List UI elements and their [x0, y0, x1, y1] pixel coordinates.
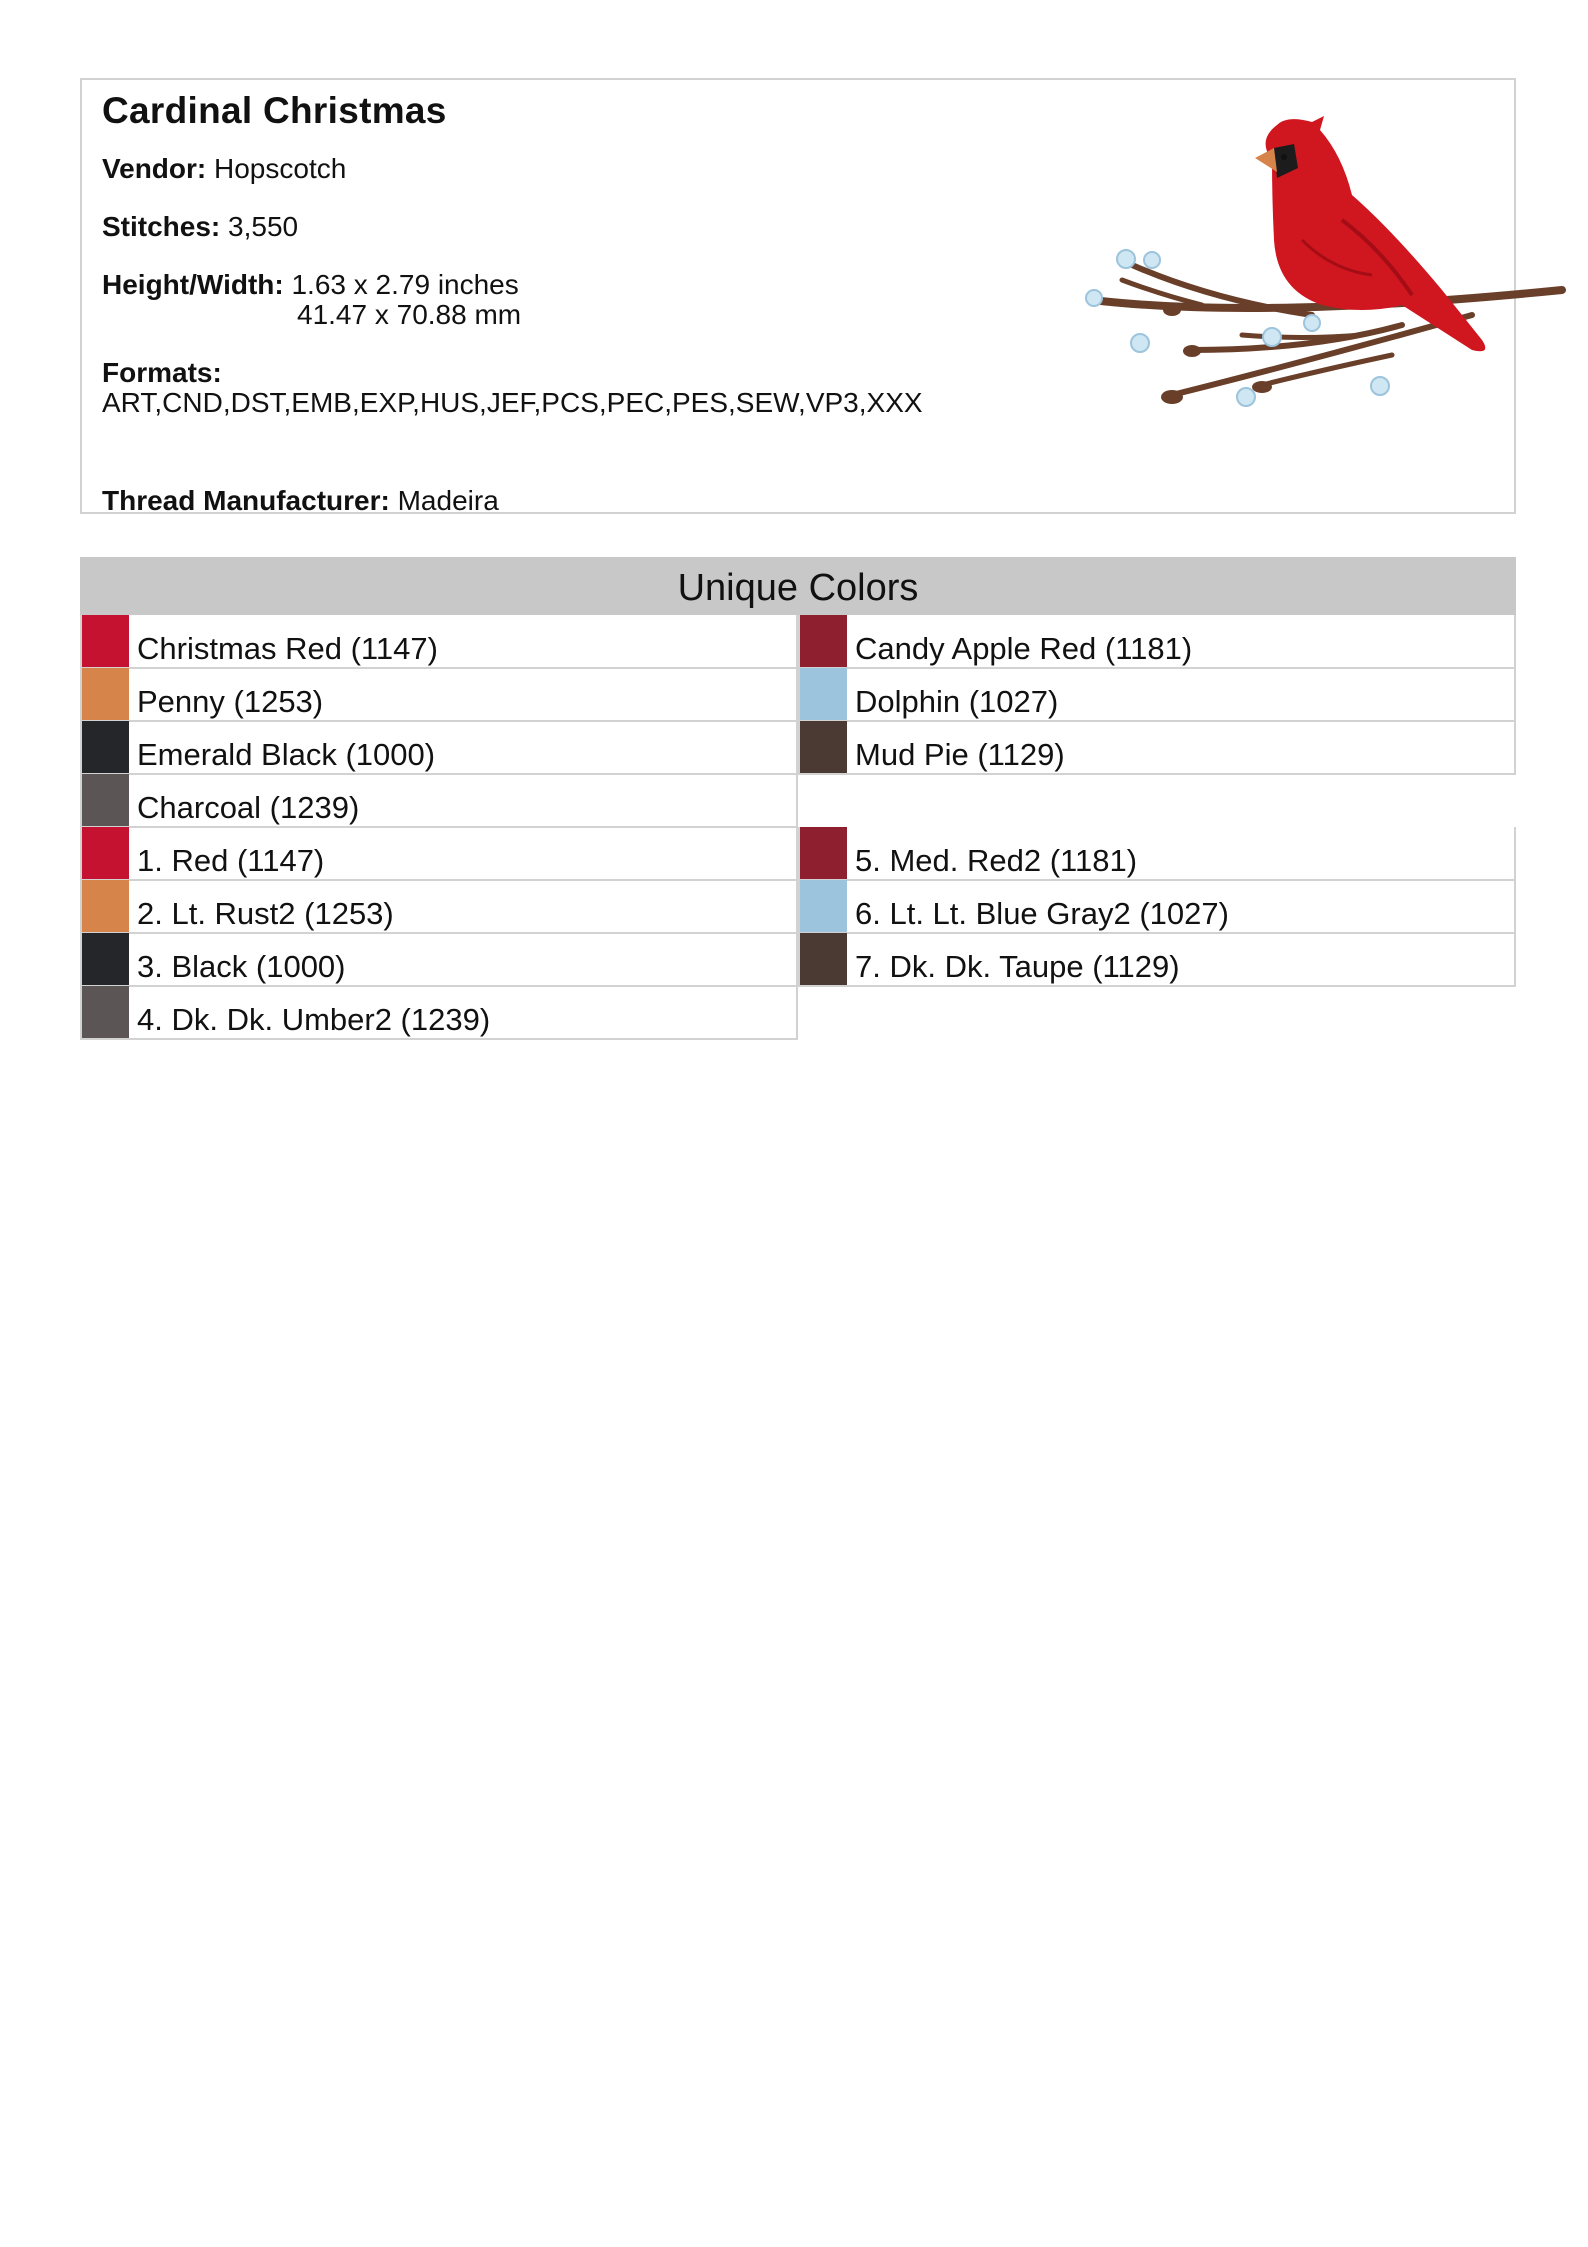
color-swatch — [82, 721, 129, 773]
sequence-color-cell — [80, 827, 798, 881]
height-width-inches: 1.63 x 2.79 inches — [291, 269, 519, 300]
thread-manufacturer-value: Madeira — [397, 485, 499, 516]
color-name: Charcoal (1239) — [137, 790, 360, 825]
color-name: 7. Dk. Dk. Taupe (1129) — [855, 949, 1180, 984]
unique-color-cell — [80, 615, 798, 669]
color-swatch — [82, 986, 129, 1038]
unique-color-cell — [80, 668, 798, 722]
stitches-value: 3,550 — [228, 211, 299, 242]
sequence-color-cell — [80, 986, 798, 1040]
unique-color-cell — [798, 615, 1516, 669]
color-name: Emerald Black (1000) — [137, 737, 436, 772]
vendor-label: Vendor: — [102, 153, 207, 184]
unique-colors-header: Unique Colors — [80, 557, 1516, 615]
height-width-mm: 41.47 x 70.88 mm — [297, 299, 522, 330]
color-name: Mud Pie (1129) — [855, 737, 1065, 772]
branch-buds — [1161, 304, 1272, 404]
color-name: Dolphin (1027) — [855, 684, 1059, 719]
unique-color-cell — [798, 668, 1516, 722]
color-swatch — [800, 827, 847, 879]
sequence-color-cell — [798, 827, 1516, 881]
stitches-label: Stitches: — [102, 211, 221, 242]
cardinal-bird — [1255, 116, 1485, 351]
height-width-label: Height/Width: — [102, 269, 284, 300]
color-name: Candy Apple Red (1181) — [855, 631, 1193, 666]
unique-color-cell — [798, 721, 1516, 775]
color-swatch — [82, 774, 129, 826]
design-info-panel — [80, 78, 1516, 514]
formats-row — [102, 358, 1002, 418]
color-swatch — [800, 880, 847, 932]
color-swatch — [82, 668, 129, 720]
color-swatch — [800, 721, 847, 773]
color-name: Christmas Red (1147) — [137, 631, 438, 666]
color-swatch — [82, 880, 129, 932]
vendor-row — [102, 154, 1002, 184]
unique-color-cell — [80, 721, 798, 775]
vendor-value: Hopscotch — [214, 153, 347, 184]
cardinal-design-image — [1062, 100, 1582, 480]
sequence-color-cell — [798, 933, 1516, 987]
color-swatch — [82, 827, 129, 879]
unique-color-cell — [80, 774, 798, 828]
color-name: 5. Med. Red2 (1181) — [855, 843, 1138, 878]
thread-manufacturer-label: Thread Manufacturer: — [102, 485, 390, 516]
color-swatch — [800, 615, 847, 667]
formats-label: Formats: — [102, 357, 222, 388]
height-width-row — [102, 270, 1002, 330]
stitches-row — [102, 212, 1002, 242]
sequence-color-cell — [80, 880, 798, 934]
color-name: Penny (1253) — [137, 684, 324, 719]
color-name: 3. Black (1000) — [137, 949, 346, 984]
color-swatch — [82, 933, 129, 985]
thread-manufacturer-row — [102, 486, 499, 516]
color-name: 6. Lt. Lt. Blue Gray2 (1027) — [855, 896, 1229, 931]
unique-colors-section — [80, 557, 1516, 1037]
design-title: Cardinal Christmas — [102, 90, 447, 131]
formats-value: ART,CND,DST,EMB,EXP,HUS,JEF,PCS,PEC,PES,SEW,VP3,XXX — [102, 387, 923, 418]
design-details — [102, 90, 1002, 418]
color-name: 4. Dk. Dk. Umber2 (1239) — [137, 1002, 491, 1037]
sequence-color-cell — [798, 880, 1516, 934]
color-swatch — [82, 615, 129, 667]
color-name: 1. Red (1147) — [137, 843, 325, 878]
color-swatch — [800, 933, 847, 985]
sequence-color-cell — [80, 933, 798, 987]
color-swatch — [800, 668, 847, 720]
color-name: 2. Lt. Rust2 (1253) — [137, 896, 394, 931]
